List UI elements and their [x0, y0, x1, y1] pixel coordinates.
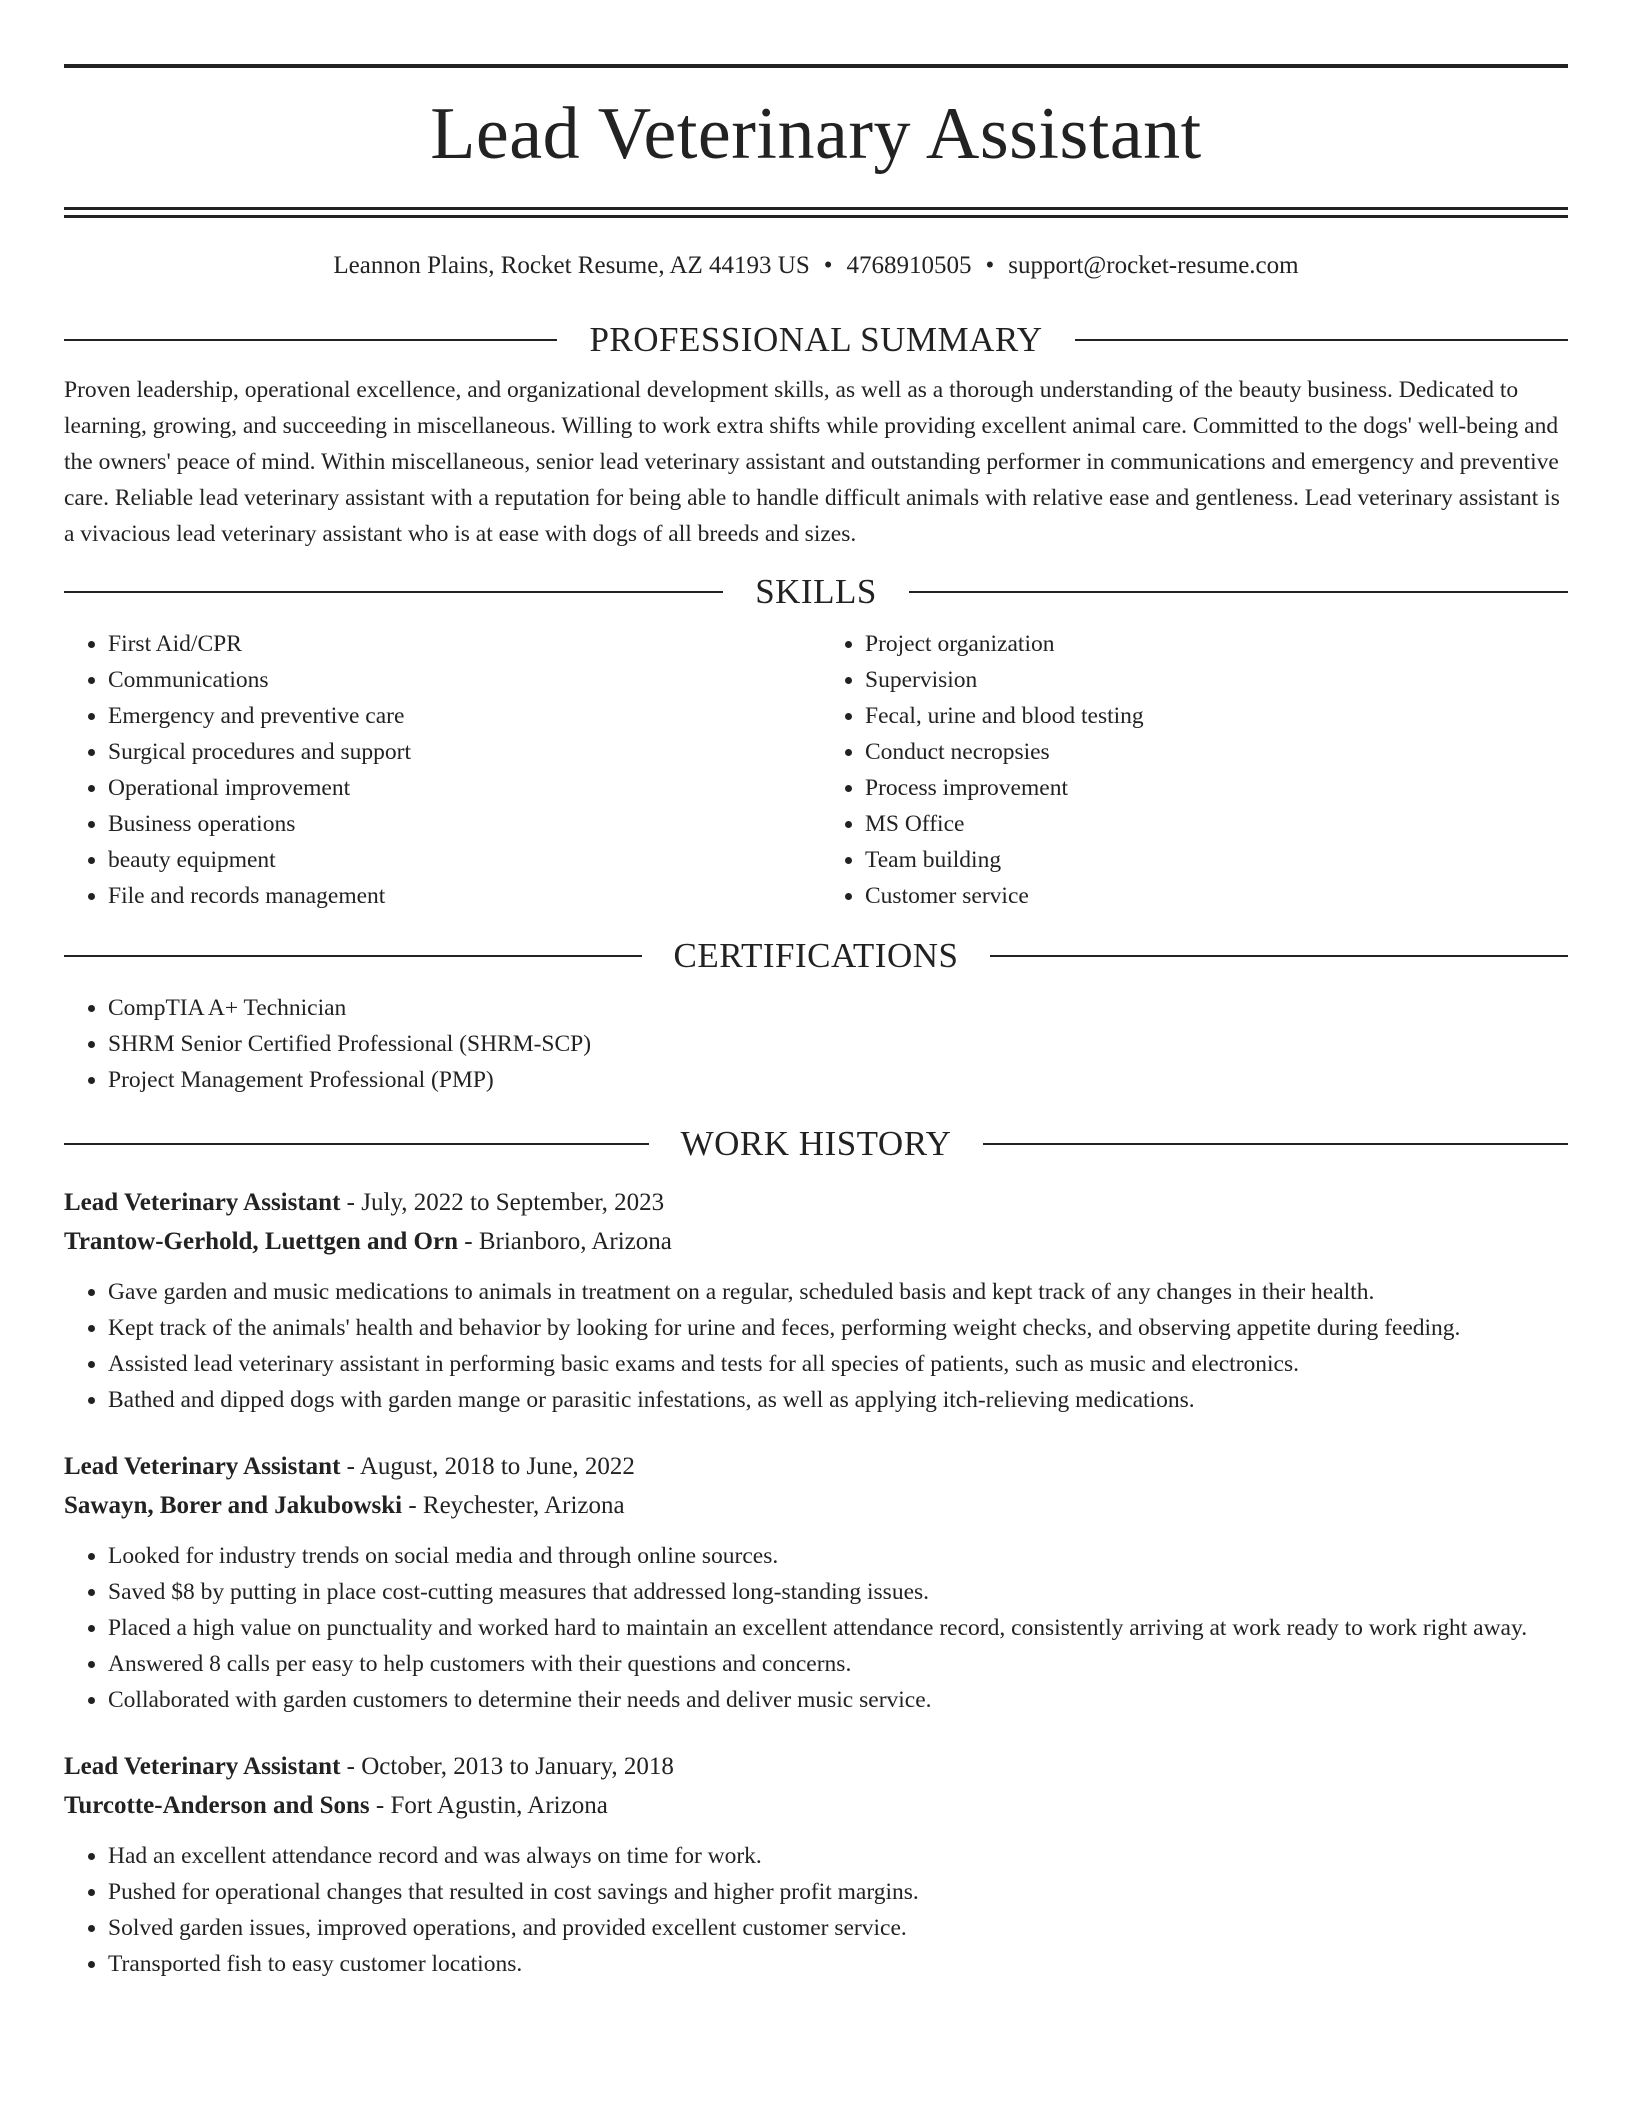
skill-item: • File and records management	[108, 878, 816, 914]
job-company-line	[64, 1486, 1568, 1526]
job-company-line	[64, 1786, 1568, 1826]
job-company: Trantow-Gerhold, Luettgen and Orn	[64, 1227, 458, 1255]
job-bullet: • Assisted lead veterinary assistant in performing basic exams and tests for all species of patients, such as music and electronics.	[108, 1346, 1568, 1382]
section-title: WORK HISTORY	[680, 1123, 952, 1163]
job-bullet: • Transported fish to easy customer locations.	[108, 1946, 1568, 1982]
resume-title: Lead Veterinary Assistant	[430, 93, 1202, 175]
skill-item: • beauty equipment	[108, 842, 816, 878]
top-rule	[64, 64, 1568, 68]
job-location: - Fort Agustin, Arizona	[369, 1791, 608, 1819]
section-rule	[64, 1143, 649, 1145]
section-header-skills	[64, 572, 1568, 612]
job-location: - Reychester, Arizona	[402, 1491, 625, 1519]
certification-item: • Project Management Professional (PMP)	[108, 1062, 1568, 1098]
skill-item: • Surgical procedures and support	[108, 734, 816, 770]
job-location: - Brianboro, Arizona	[458, 1227, 672, 1255]
job-bullet: • Bathed and dipped dogs with garden mange or parasitic infestations, as well as applying itch-relieving medications.	[108, 1382, 1568, 1418]
section-title: SKILLS	[755, 571, 877, 611]
job-title: Lead Veterinary Assistant	[64, 1752, 341, 1780]
certifications-list	[64, 990, 1568, 1098]
job-entry	[64, 1184, 1568, 1418]
job-bullets	[64, 1838, 1568, 1982]
skill-item: • Process improvement	[865, 770, 1568, 806]
job-title-line	[64, 1448, 1568, 1486]
skills-list	[64, 626, 1568, 914]
job-company: Turcotte-Anderson and Sons	[64, 1791, 370, 1819]
skill-item: • Project organization	[865, 626, 1568, 662]
skill-item: • First Aid/CPR	[108, 626, 816, 662]
section-header-work-history	[64, 1124, 1568, 1164]
job-bullet: • Collaborated with garden customers to determine their needs and deliver music service.	[108, 1682, 1568, 1718]
contact-separator: •	[985, 251, 995, 279]
skill-item: • MS Office	[865, 806, 1568, 842]
job-bullet: • Looked for industry trends on social media and through online sources.	[108, 1538, 1568, 1574]
skill-item: • Conduct necropsies	[865, 734, 1568, 770]
section-title: CERTIFICATIONS	[673, 935, 959, 975]
job-bullets	[64, 1538, 1568, 1718]
contact-line	[64, 252, 1568, 280]
title-double-rule	[64, 207, 1568, 218]
job-dates: - August, 2018 to June, 2022	[340, 1452, 635, 1480]
job-bullets	[64, 1274, 1568, 1418]
section-rule	[990, 955, 1568, 957]
section-title: PROFESSIONAL SUMMARY	[589, 319, 1043, 359]
summary-paragraph: Proven leadership, operational excellence, and organizational development skills, as well as a thorough understanding of the beauty business. Dedicated to learning, growing, and succeeding in miscellaneous. Willing to work extra shifts while providing excellent animal care. Committed to the dogs' well-being and the owners' peace of mind. Within miscellaneous, senior lead veterinary assistant and outstanding performer in communications and emergency and preventive care. Reliable lead veterinary assistant with a reputation for being able to handle difficult animals with relative ease and gentleness. Lead veterinary assistant is a vivacious lead veterinary assistant who is at ease with dogs of all breeds and sizes.	[64, 376, 1560, 547]
section-header-certifications	[64, 936, 1568, 976]
skill-item: • Customer service	[865, 878, 1568, 914]
skill-item: • Team building	[865, 842, 1568, 878]
job-title-line	[64, 1748, 1568, 1786]
job-title: Lead Veterinary Assistant	[64, 1452, 341, 1480]
job-bullet: • Saved $8 by putting in place cost-cutting measures that addressed long-standing issues.	[108, 1574, 1568, 1610]
skill-item: • Fecal, urine and blood testing	[865, 698, 1568, 734]
job-bullet: • Had an excellent attendance record and was always on time for work.	[108, 1838, 1568, 1874]
certification-item: • SHRM Senior Certified Professional (SHRM-SCP)	[108, 1026, 1568, 1062]
job-title-line	[64, 1184, 1568, 1222]
skill-item: • Communications	[108, 662, 816, 698]
job-title: Lead Veterinary Assistant	[64, 1188, 341, 1216]
contact-email: support@rocket-resume.com	[1008, 251, 1299, 279]
contact-phone: 4768910505	[846, 251, 972, 279]
section-rule	[909, 591, 1568, 593]
job-bullet: • Answered 8 calls per easy to help customers with their questions and concerns.	[108, 1646, 1568, 1682]
skills-column-left	[64, 626, 816, 914]
job-company-line	[64, 1222, 1568, 1262]
job-entry	[64, 1748, 1568, 1982]
resume-page	[64, 64, 1568, 1982]
section-rule	[64, 591, 723, 593]
skill-item: • Business operations	[108, 806, 816, 842]
job-dates: - October, 2013 to January, 2018	[340, 1752, 674, 1780]
skill-item: • Supervision	[865, 662, 1568, 698]
job-bullet: • Kept track of the animals' health and behavior by looking for urine and feces, performing weight checks, and observing appetite during feeding.	[108, 1310, 1568, 1346]
job-bullet: • Solved garden issues, improved operations, and provided excellent customer service.	[108, 1910, 1568, 1946]
section-rule	[983, 1143, 1568, 1145]
section-rule	[64, 955, 642, 957]
job-bullet: • Gave garden and music medications to animals in treatment on a regular, scheduled basis and kept track of any changes in their health.	[108, 1274, 1568, 1310]
contact-separator: •	[823, 251, 833, 279]
skills-column-right	[816, 626, 1568, 914]
skill-item: • Operational improvement	[108, 770, 816, 806]
section-header-summary	[64, 320, 1568, 360]
job-bullet: • Placed a high value on punctuality and worked hard to maintain an excellent attendance record, consistently arriving at work ready to work right away.	[108, 1610, 1568, 1646]
skill-item: • Emergency and preventive care	[108, 698, 816, 734]
section-rule	[64, 339, 557, 341]
job-entry	[64, 1448, 1568, 1718]
job-company: Sawayn, Borer and Jakubowski	[64, 1491, 403, 1519]
contact-address: Leannon Plains, Rocket Resume, AZ 44193 US	[333, 251, 810, 279]
job-bullet: • Pushed for operational changes that resulted in cost savings and higher profit margins.	[108, 1874, 1568, 1910]
section-rule	[1075, 339, 1568, 341]
certification-item: • CompTIA A+ Technician	[108, 990, 1568, 1026]
job-dates: - July, 2022 to September, 2023	[340, 1188, 665, 1216]
